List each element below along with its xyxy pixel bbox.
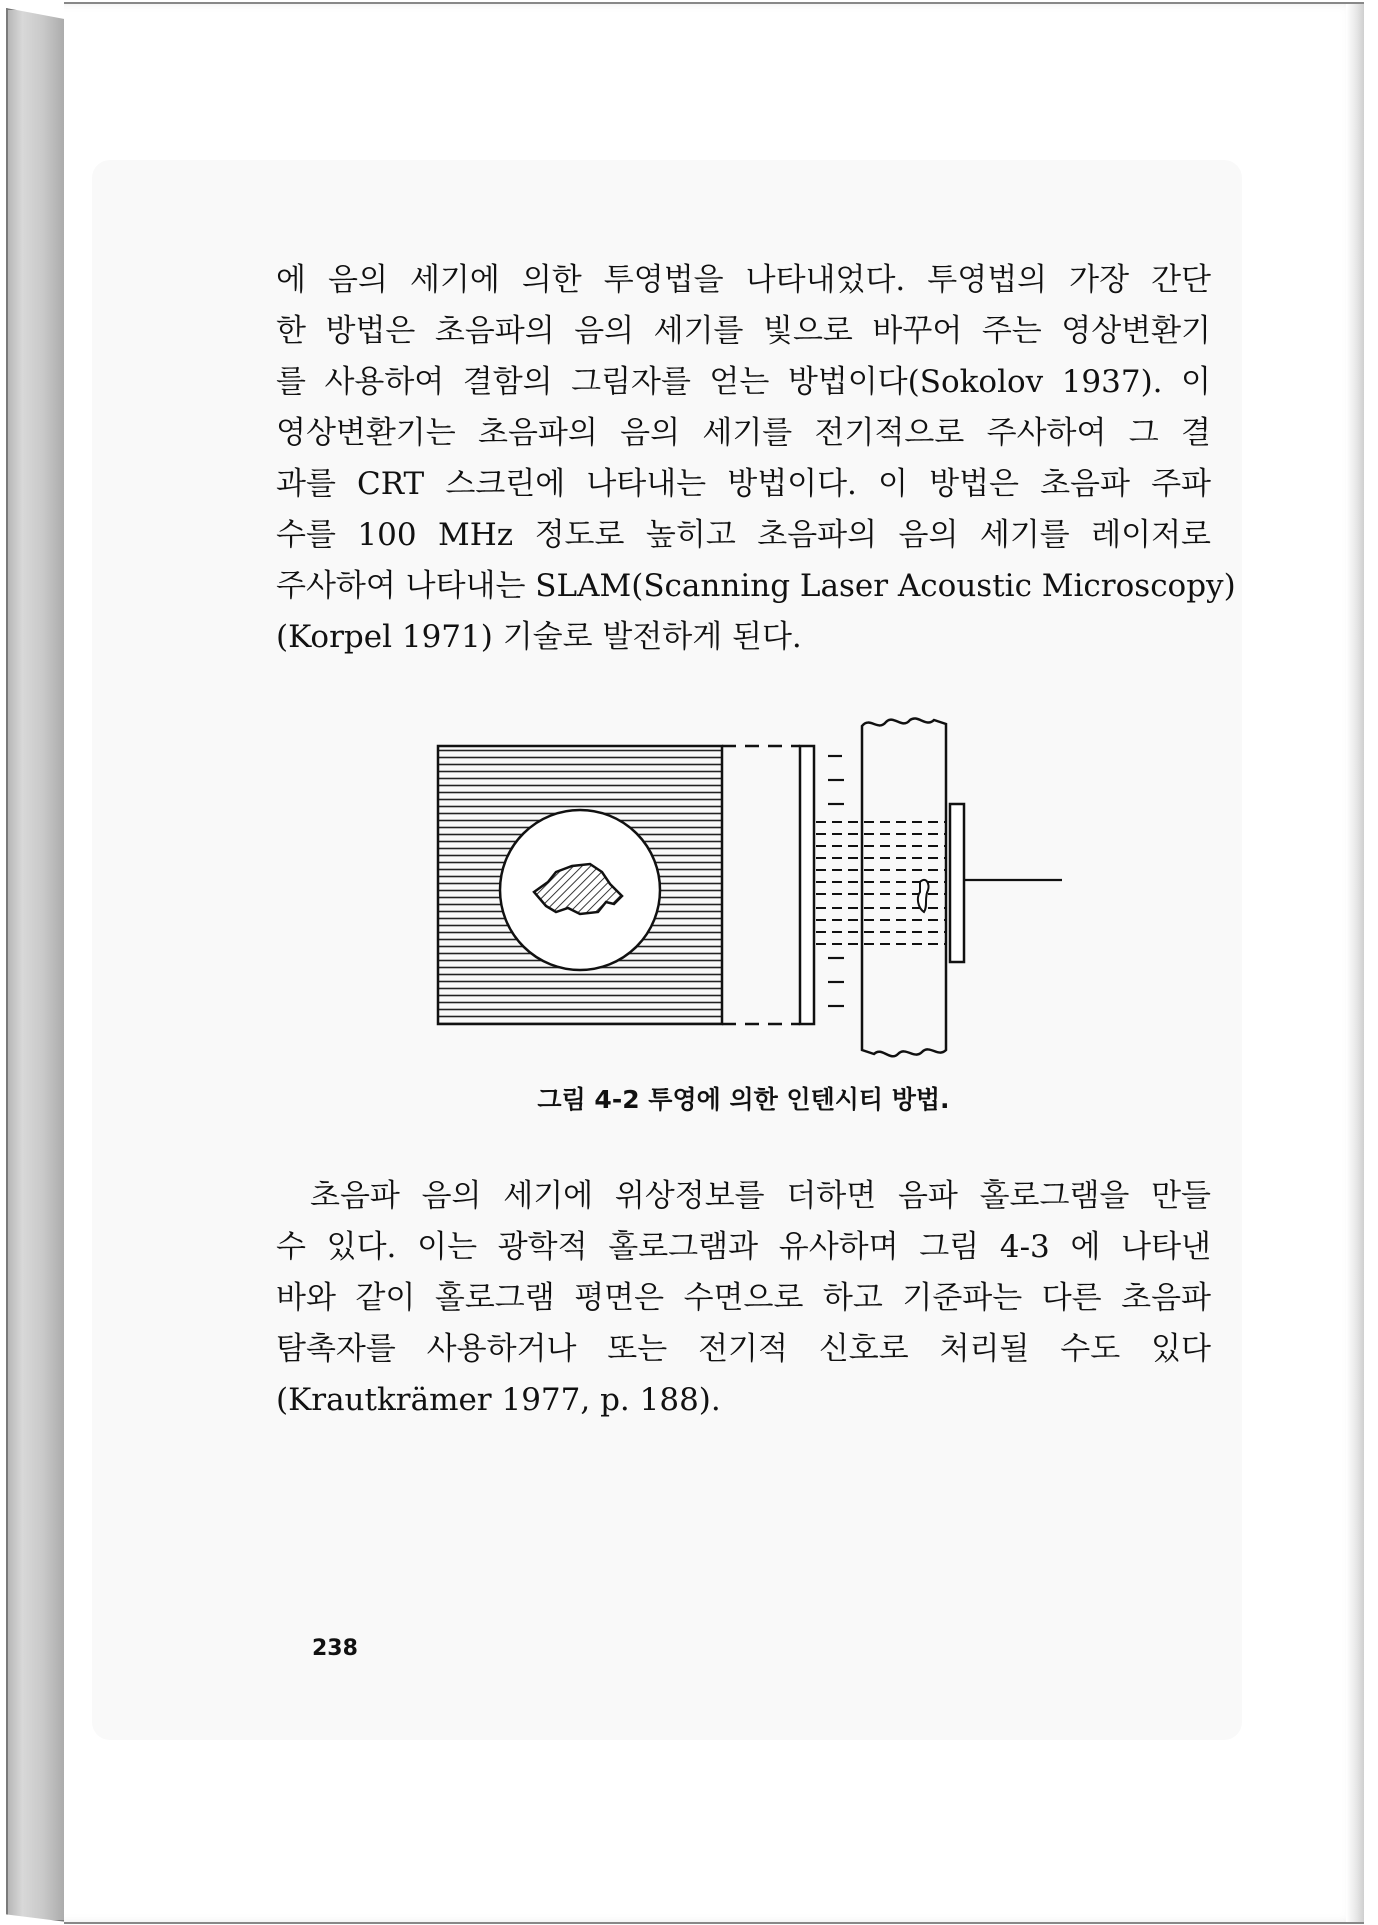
paragraph-1-line: 과를 CRT 스크린에 나타내는 방법이다. 이 방법은 초음파 주파	[276, 466, 1211, 502]
thin-plate	[800, 746, 814, 1024]
water-tank	[862, 718, 946, 1056]
detector-plate	[950, 804, 964, 962]
paragraph-1-line: 한 방법은 초음파의 음의 세기를 빛으로 바꾸어 주는 영상변환기	[276, 313, 1211, 349]
paragraph-1-line: 에 음의 세기에 의한 투영법을 나타내었다. 투영법의 가장 간단	[276, 262, 1211, 298]
paragraph-1	[276, 255, 1236, 663]
paragraph-1-line: 수를 100 MHz 정도로 높히고 초음파의 음의 세기를 레이저로	[276, 517, 1211, 553]
page-number: 238	[312, 1636, 358, 1661]
shadow-image	[918, 880, 929, 912]
paragraph-1-line: 영상변환기는 초음파의 음의 세기를 전기적으로 주사하여 그 결	[276, 415, 1211, 451]
paragraph-2-line: (Krautkrämer 1977, p. 188).	[276, 1382, 721, 1418]
paragraph-2	[276, 1171, 1211, 1426]
paragraph-1-line: (Korpel 1971) 기술로 발전하게 된다.	[276, 619, 802, 655]
figure-4-2-diagram	[430, 712, 1070, 1064]
paragraph-1-line: 주사하여 나타내는 SLAM(Scanning Laser Acoustic Microscopy)	[276, 568, 1236, 604]
paragraph-2-line: 바와 같이 홀로그램 평면은 수면으로 하고 기준파는 다른 초음파	[276, 1280, 1211, 1316]
paragraph-1-line: 를 사용하여 결함의 그림자를 얻는 방법이다(Sokolov 1937). 이	[276, 364, 1211, 400]
figure-caption: 그림 4-2 투영에 의한 인텐시티 방법.	[537, 1085, 950, 1114]
paragraph-2-line: 초음파 음의 세기에 위상정보를 더하면 음파 홀로그램을 만들	[310, 1178, 1211, 1214]
ray-dashes-bottom	[816, 908, 946, 944]
page-edge-shadow	[1346, 4, 1364, 1922]
book-spine	[6, 8, 67, 1922]
projection-dashes	[722, 746, 800, 1024]
paragraph-2-line: 탐촉자를 사용하거나 또는 전기적 신호로 처리될 수도 있다	[276, 1331, 1211, 1367]
paragraph-2-line: 수 있다. 이는 광학적 홀로그램과 유사하며 그림 4-3 에 나타낸	[276, 1229, 1211, 1265]
